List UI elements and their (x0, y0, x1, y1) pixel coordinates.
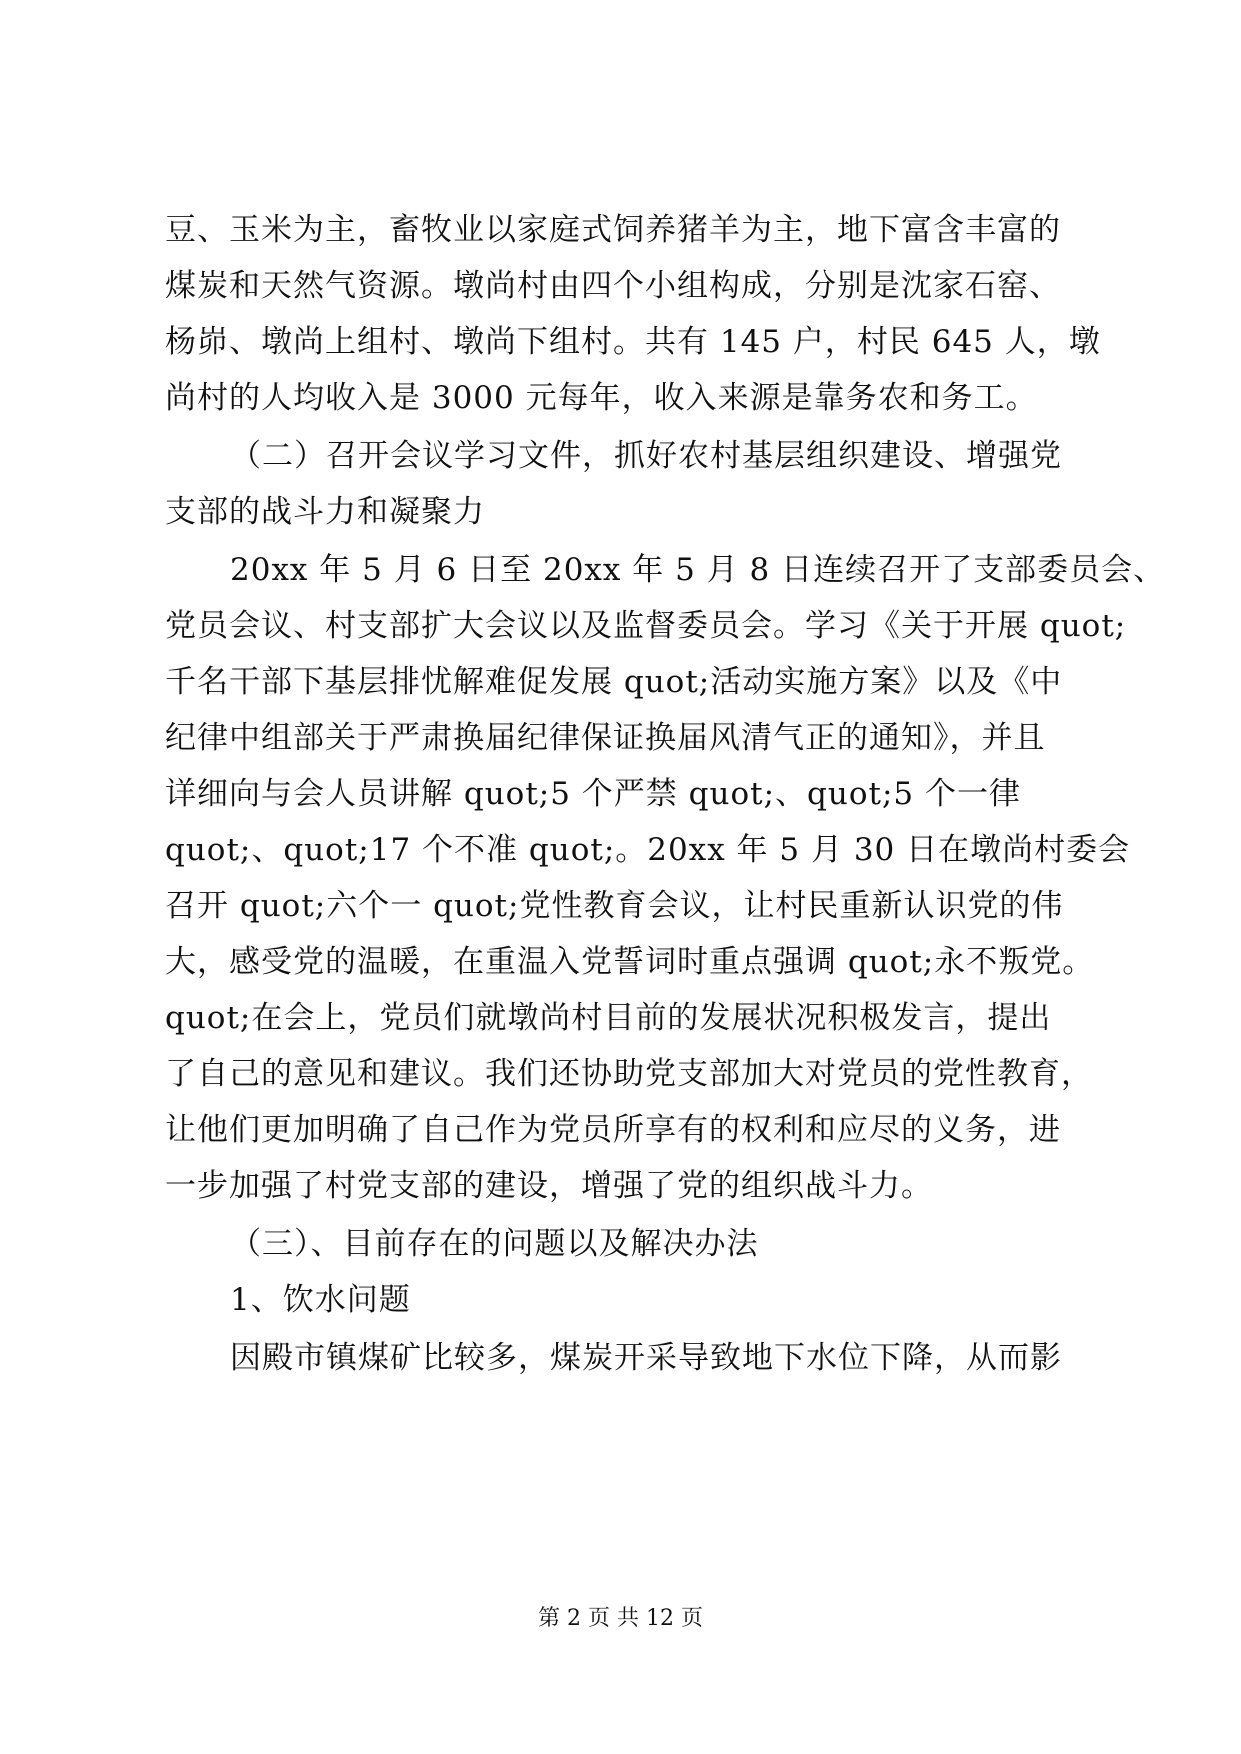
body-text-line: 豆、玉米为主，畜牧业以家庭式饲养猪羊为主，地下富含丰富的 (165, 212, 1061, 248)
subsection-heading: 1、饮水问题 (230, 1282, 411, 1318)
body-text-line: quot;、quot;17 个不准 quot;。20xx 年 5 月 30 日在墩尚村委会 (165, 832, 1131, 868)
body-text-line: 杨峁、墩尚上组村、墩尚下组村。共有 145 户，村民 645 人，墩 (165, 324, 1101, 360)
page-footer: 第 2 页 共 12 页 (538, 1606, 703, 1631)
body-text-line: 一步加强了村党支部的建设，增强了党的组织战斗力。 (165, 1168, 933, 1204)
body-text-line: 了自己的意见和建议。我们还协助党支部加大对党员的党性教育， (165, 1056, 1093, 1092)
body-text-line: quot;在会上，党员们就墩尚村目前的发展状况积极发言，提出 (165, 1000, 1052, 1036)
body-text-line: 煤炭和天然气资源。墩尚村由四个小组构成，分别是沈家石窑、 (165, 268, 1061, 304)
body-text-line: 20xx 年 5 月 6 日至 20xx 年 5 月 8 日连续召开了支部委员会、 (230, 552, 1166, 588)
body-text-line: 尚村的人均收入是 3000 元每年，收入来源是靠务农和务工。 (165, 380, 1038, 416)
body-text-line: 党员会议、村支部扩大会议以及监督委员会。学习《关于开展 quot; (165, 608, 1127, 644)
body-text-line: 千名干部下基层排忧解难促发展 quot;活动实施方案》以及《中 (165, 664, 1063, 700)
section-heading-continued: 支部的战斗力和凝聚力 (165, 494, 485, 530)
body-text-line: 大，感受党的温暖，在重温入党誓词时重点强调 quot;永不叛党。 (165, 944, 1095, 980)
body-text-line: 因殿市镇煤矿比较多，煤炭开采导致地下水位下降，从而影 (230, 1340, 1062, 1376)
body-text-line: 召开 quot;六个一 quot;党性教育会议，让村民重新认识党的伟 (165, 888, 1064, 924)
body-text-line: 纪律中组部关于严肃换届纪律保证换届风清气正的通知》，并且 (165, 720, 1046, 756)
body-text-line: 详细向与会人员讲解 quot;5 个严禁 quot;、quot;5 个一律 (165, 776, 1021, 812)
section-heading: （二）召开会议学习文件，抓好农村基层组织建设、增强党 (230, 438, 1062, 474)
section-heading: （三）、目前存在的问题以及解决办法 (230, 1226, 759, 1262)
body-text-line: 让他们更加明确了自己作为党员所享有的权利和应尽的义务，进 (165, 1112, 1061, 1148)
